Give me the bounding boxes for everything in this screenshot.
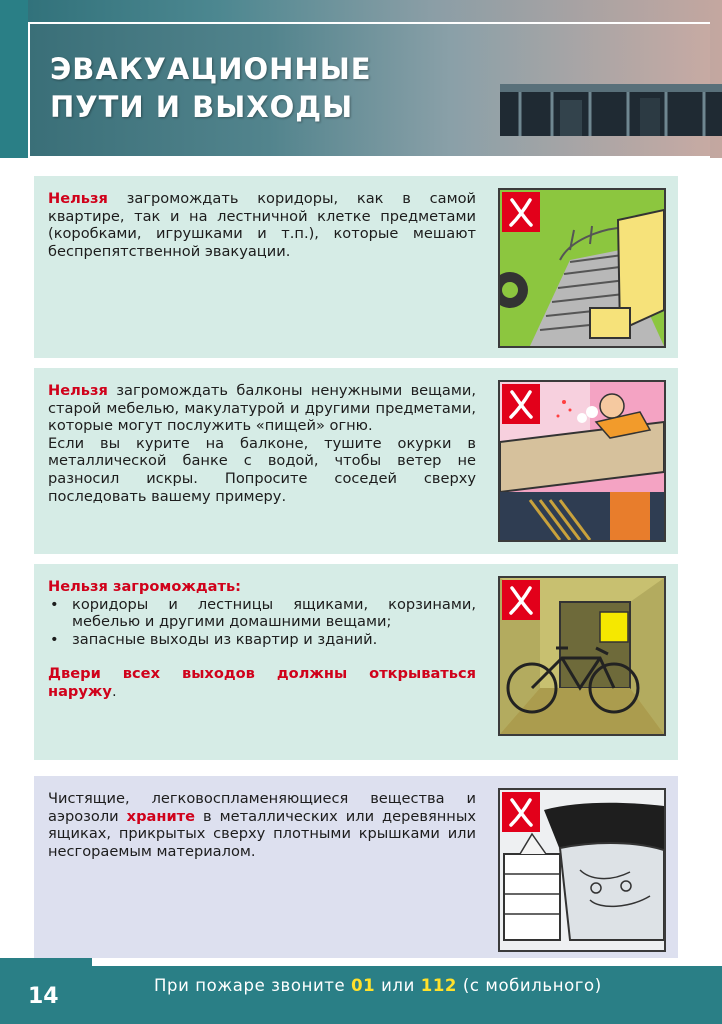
red-cross-icon (502, 384, 540, 424)
rule-text (48, 790, 476, 860)
doors-text: Двери всех выходов должны открываться наружу (48, 665, 476, 700)
red-cross-icon (502, 580, 540, 620)
rule-body-start: Чистящие, легковоспламеняющиеся вещества и аэрозоли (48, 790, 476, 825)
rule-card-chemicals (34, 776, 678, 958)
rule-body: загромождать коридоры, как в самой квартире, так и на лестничной клетке предметами (коробками, игрушками и т.п.), которые мешают беспрепятственной эвакуации. (48, 190, 476, 260)
doors-period: . (111, 682, 117, 700)
rule-text (48, 382, 476, 505)
footer-band (0, 966, 722, 1024)
red-cross-icon (502, 792, 540, 832)
header-photo-strip (500, 84, 722, 136)
doors-rule (48, 665, 476, 700)
forbid-word: Нельзя (48, 190, 108, 207)
rule-card-exits (34, 564, 678, 760)
cluttered-staircase-image (498, 188, 666, 348)
rule-card-balconies (34, 368, 678, 554)
list-item: • коридоры и лестницы ящиками, корзинами, мебелью и другими домашними вещами; (48, 596, 476, 631)
rule-body-end: в металлических или деревянных ящиках, прикрытых сверху плотными крышками или несгораемым материалом. (48, 807, 476, 860)
header-left-strip (0, 0, 28, 158)
rule-text (48, 190, 476, 260)
list-heading: Нельзя загромождать: (48, 578, 242, 595)
page-title: ЭВАКУАЦИОННЫЕ ПУТИ И ВЫХОДЫ (50, 52, 372, 124)
list-item: • запасные выходы из квартир и зданий. (48, 631, 476, 649)
emergency-call-slogan: При пожаре звоните 01 или 112 (с мобильного) (154, 976, 602, 995)
bicycle-in-corridor-image (498, 576, 666, 736)
forbid-word: Нельзя (48, 382, 108, 399)
red-cross-icon (502, 192, 540, 232)
stored-chemicals-image (498, 788, 666, 952)
keep-keyword: храните (126, 807, 196, 825)
emergency-number: 01 (351, 976, 376, 995)
forbidden-list (48, 596, 476, 649)
mobile-emergency-number: 112 (420, 976, 457, 995)
rule-text (48, 578, 476, 701)
rule-card-corridors (34, 176, 678, 358)
smoking-advice: Если вы курите на балконе, тушите окурки в металлической банке с водой, чтобы ветер не разносил искры. Попросите соседей сверху последовать вашему примеру. (48, 434, 476, 505)
rule-body: загромождать балконы ненужными вещами, старой мебелью, макулатурой и другими предметами, которые могут послужить «пищей» огню. (48, 382, 476, 435)
page-number: 14 (28, 984, 59, 1009)
balcony-smoker-image (498, 380, 666, 542)
